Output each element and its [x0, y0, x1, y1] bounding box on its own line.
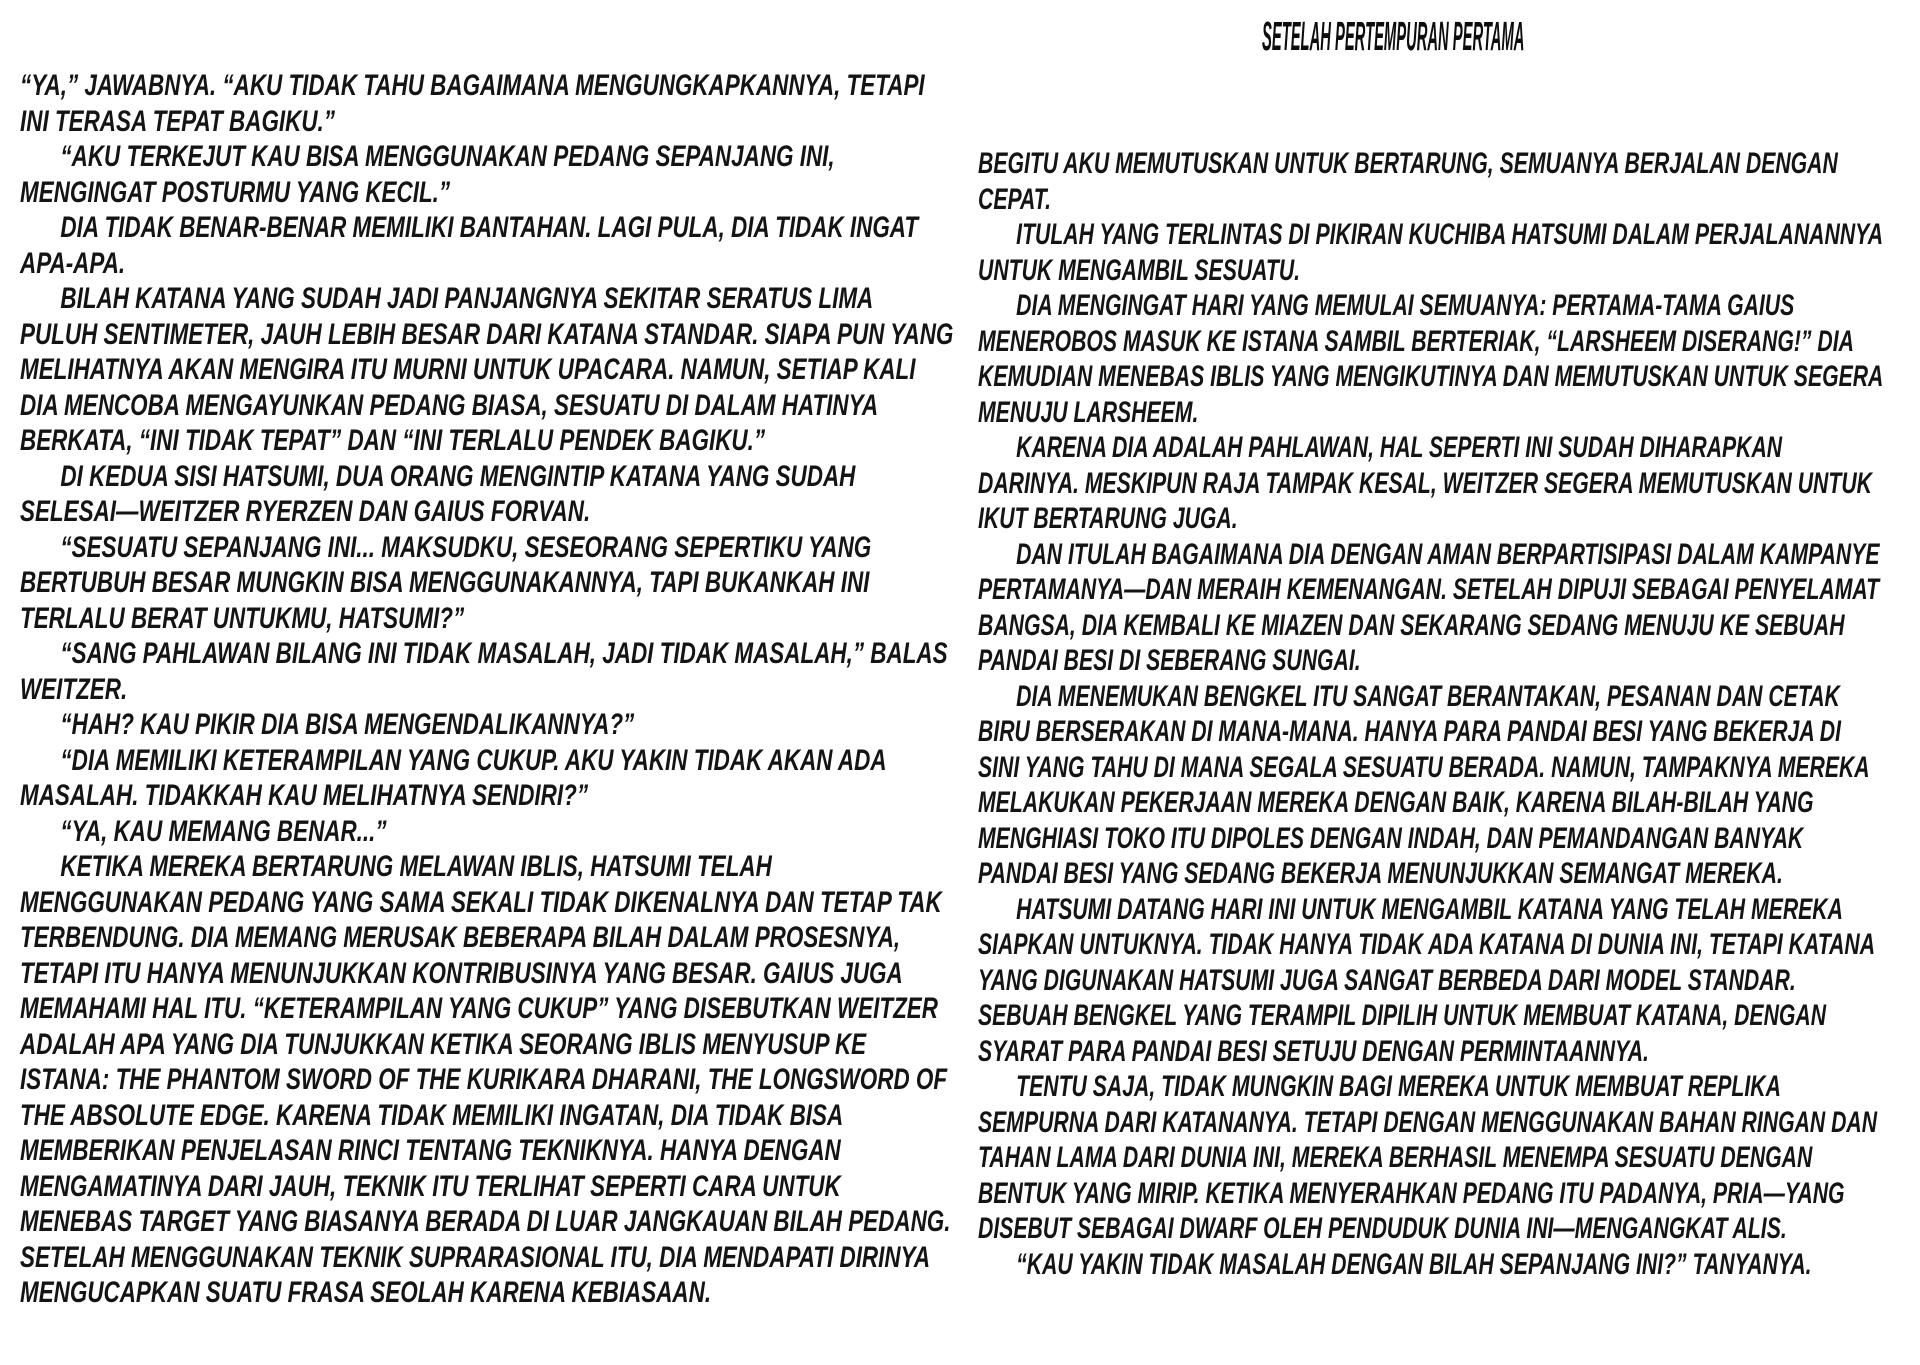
paragraph: “YA, KAU MEMANG BENAR...”	[60, 814, 387, 848]
paragraph: BILAH KATANA YANG SUDAH JADI PANJANGNYA SEKITAR SERATUS LIMA PULUH SENTIMETER, JAUH LEBIH BESAR DARI KATANA STANDAR. SIAPA PUN YANG MELIHATNYA AKAN MENGIRA ITU MURNI UNTUK UPACARA. NAMUN, SETIAP KALI DIA MENCOBA MENGAYUNKAN PEDANG BIASA, SESUATU DI DALAM HATINYA BERKATA, “INI TIDAK TEPAT” DAN “INI TERLALU PENDEK BAGIKU.”	[20, 282, 954, 457]
paragraph: BEGITU AKU MEMUTUSKAN UNTUK BERTARUNG, SEMUANYA BERJALAN DENGAN CEPAT.	[978, 147, 1838, 216]
paragraph: “SESUATU SEPANJANG INI... MAKSUDKU, SESEORANG SEPERTIKU YANG BERTUBUH BESAR MUNGKIN BISA MENGGUNAKANNYA, TAPI BUKANKAH INI TERLALU BERAT UNTUKMU, HATSUMI?”	[20, 530, 872, 635]
paragraph: “AKU TERKEJUT KAU BISA MENGGUNAKAN PEDANG SEPANJANG INI, MENGINGAT POSTURMU YANG KECIL.”	[20, 140, 835, 209]
paragraph: “DIA MEMILIKI KETERAMPILAN YANG CUKUP. AKU YAKIN TIDAK AKAN ADA MASALAH. TIDAKKAH KAU MELIHATNYA SENDIRI?”	[20, 743, 886, 812]
chapter-title: SETELAH PERTEMPURAN PERTAMA	[1262, 13, 1525, 59]
paragraph: DIA MENGINGAT HARI YANG MEMULAI SEMUANYA: PERTAMA-TAMA GAIUS MENEROBOS MASUK KE ISTANA SAMBIL BERTERIAK, “LARSHEEM DISERANG!” DIA KEMUDIAN MENEBAS IBLIS YANG MENGIKUTINYA DAN MEMUTUSKAN UNTUK SEGERA MENUJU LARSHEEM.	[978, 289, 1883, 429]
paragraph: DIA MENEMUKAN BENGKEL ITU SANGAT BERANTAKAN, PESANAN DAN CETAK BIRU BERSERAKAN DI MANA-MANA. HANYA PARA PANDAI BESI YANG BEKERJA DI SINI YANG TAHU DI MANA SEGALA SESUATU BERADA. NAMUN, TAMPAKNYA MEREKA MELAKUKAN PEKERJAAN MEREKA DENGAN BAIK, KARENA BILAH-BILAH YANG MENGHIASI TOKO ITU DIPOLES DENGAN INDAH, DAN PEMANDANGAN BANYAK PANDAI BESI YANG SEDANG BEKERJA MENUNJUKKAN SEMANGAT MEREKA.	[978, 679, 1869, 890]
right-text-column	[978, 146, 1883, 1282]
paragraph: TENTU SAJA, TIDAK MUNGKIN BAGI MEREKA UNTUK MEMBUAT REPLIKA SEMPURNA DARI KATANANYA. TETAPI DENGAN MENGGUNAKAN BAHAN RINGAN DAN TAHAN LAMA DARI DUNIA INI, MEREKA BERHASIL MENEMPA SESUATU DENGAN BENTUK YANG MIRIP. KETIKA MENYERAHKAN PEDANG ITU PADANYA, PRIA—YANG DISEBUT SEBAGAI DWARF OLEH PENDUDUK DUNIA INI—MENGANGKAT ALIS.	[978, 1070, 1878, 1245]
paragraph: DI KEDUA SISI HATSUMI, DUA ORANG MENGINTIP KATANA YANG SUDAH SELESAI—WEITZER RYERZEN DAN GAIUS FORVAN.	[20, 459, 856, 528]
paragraph: DIA TIDAK BENAR-BENAR MEMILIKI BANTAHAN. LAGI PULA, DIA TIDAK INGAT APA-APA.	[20, 211, 919, 280]
paragraph: KARENA DIA ADALAH PAHLAWAN, HAL SEPERTI INI SUDAH DIHARAPKAN DARINYA. MESKIPUN RAJA TAMPAK KESAL, WEITZER SEGERA MEMUTUSKAN UNTUK IKUT BERTARUNG JUGA.	[978, 431, 1872, 535]
paragraph: ITULAH YANG TERLINTAS DI PIKIRAN KUCHIBA HATSUMI DALAM PERJALANANNYA UNTUK MENGAMBIL SESUATU.	[978, 218, 1883, 287]
paragraph: “SANG PAHLAWAN BILANG INI TIDAK MASALAH, JADI TIDAK MASALAH,” BALAS WEITZER.	[20, 637, 948, 706]
paragraph: “HAH? KAU PIKIR DIA BISA MENGENDALIKANNYA?”	[60, 708, 635, 741]
left-text-column	[20, 68, 955, 1311]
paragraph: HATSUMI DATANG HARI INI UNTUK MENGAMBIL KATANA YANG TELAH MEREKA SIAPKAN UNTUKNYA. TIDAK HANYA TIDAK ADA KATANA DI DUNIA INI, TETAPI KATANA YANG DIGUNAKAN HATSUMI JUGA SANGAT BERBEDA DARI MODEL STANDAR. SEBUAH BENGKEL YANG TERAMPIL DIPILIH UNTUK MEMBUAT KATANA, DENGAN SYARAT PARA PANDAI BESI SETUJU DENGAN PERMINTAANNYA.	[978, 892, 1875, 1068]
paragraph: KETIKA MEREKA BERTARUNG MELAWAN IBLIS, HATSUMI TELAH MENGGUNAKAN PEDANG YANG SAMA SEKALI TIDAK DIKENALNYA DAN TETAP TAK TERBENDUNG. DIA MEMANG MERUSAK BEBERAPA BILAH DALAM PROSESNYA, TETAPI ITU HANYA MENUNJUKKAN KONTRIBUSINYA YANG BESAR. GAIUS JUGA MEMAHAMI HAL ITU. “KETERAMPILAN YANG CUKUP” YANG DISEBUTKAN WEITZER ADALAH APA YANG DIA TUNJUKKAN KETIKA SEORANG IBLIS MENYUSUP KE ISTANA: THE PHANTOM SWORD OF THE KURIKARA DHARANI, THE LONGSWORD OF THE ABSOLUTE EDGE. KARENA TIDAK MEMILIKI INGATAN, DIA TIDAK BISA MEMBERIKAN PENJELASAN RINCI TENTANG TEKNIKNYA. HANYA DENGAN MENGAMATINYA DARI JAUH, TEKNIK ITU TERLIHAT SEPERTI CARA UNTUK MENEBAS TARGET YANG BIASANYA BERADA DI LUAR JANGKAUAN BILAH PEDANG. SETELAH MENGGUNAKAN TEKNIK SUPRARASIONAL ITU, DIA MENDAPATI DIRINYA MENGUCAPKAN SUATU FRASA SEOLAH KARENA KEBIASAAN.	[20, 850, 951, 1309]
paragraph: “KAU YAKIN TIDAK MASALAH DENGAN BILAH SEPANJANG INI?” TANYANYA.	[1016, 1247, 1812, 1281]
paragraph: “YA,” JAWABNYA. “AKU TIDAK TAHU BAGAIMANA MENGUNGKAPKANNYA, TETAPI INI TERASA TEPAT BAGIKU.”	[20, 69, 925, 138]
paragraph: DAN ITULAH BAGAIMANA DIA DENGAN AMAN BERPARTISIPASI DALAM KAMPANYE PERTAMANYA—DAN MERAIH KEMENANGAN. SETELAH DIPUJI SEBAGAI PENYELAMAT BANGSA, DIA KEMBALI KE MIAZEN DAN SEKARANG SEDANG MENUJU KE SEBUAH PANDAI BESI DI SEBERANG SUNGAI.	[978, 537, 1880, 677]
